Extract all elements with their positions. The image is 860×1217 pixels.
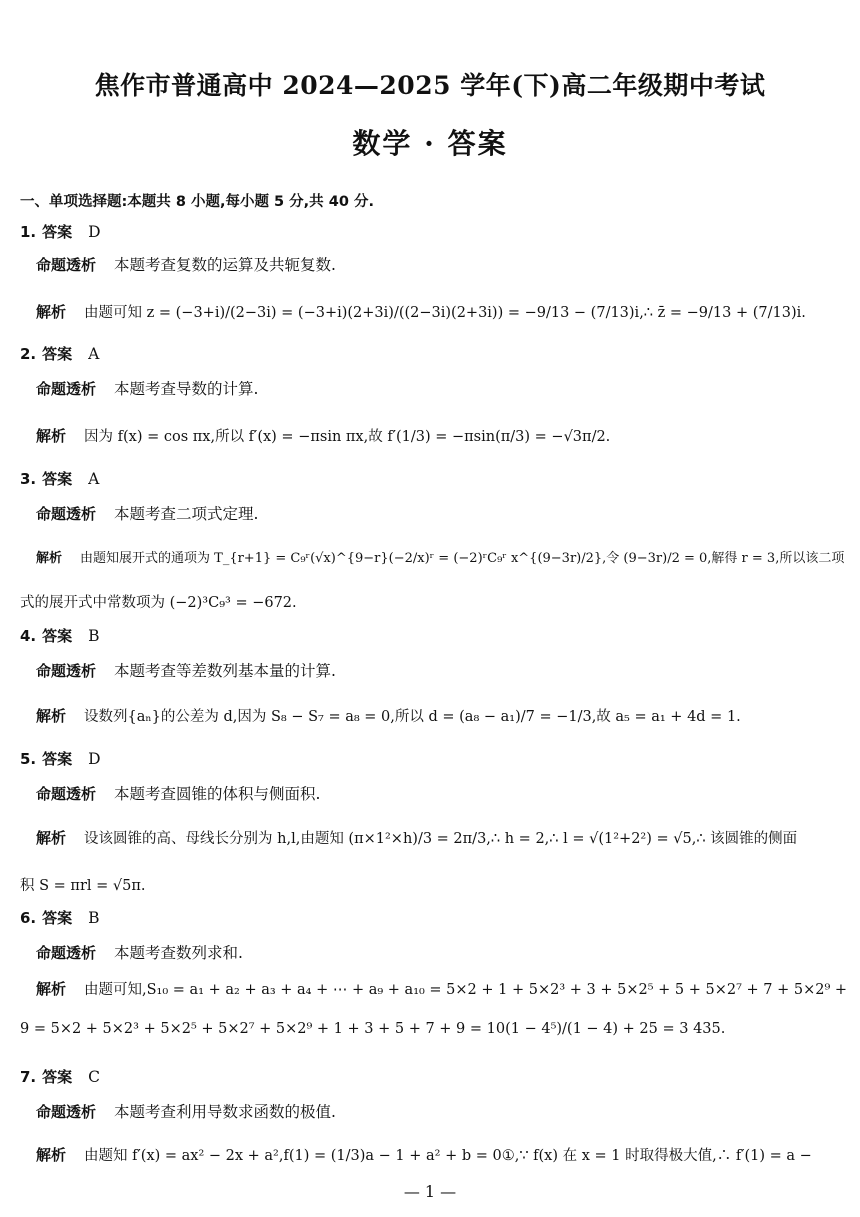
document-title: 焦作市普通高中 2024—2025 学年(下)高二年级期中考试 [94, 71, 766, 100]
question-header [20, 1066, 100, 1087]
solution-line [36, 547, 844, 566]
insight-label: 命题透析 [36, 785, 97, 803]
question-number: 2. [20, 345, 37, 363]
insight-text: 本题考查导数的计算. [114, 380, 259, 398]
answer-choice: D [88, 750, 101, 768]
solution-text: 设数列{aₙ}的公差为 d,因为 S₈ − S₇ = a₈ = 0,所以 d = (a₈ − a₁)/7 = −1/3,故 a₅ = a₁ + 4d = 1. [84, 709, 741, 725]
insight-label: 命题透析 [36, 256, 97, 274]
insight-label: 命题透析 [36, 944, 97, 962]
insight-text: 本题考查圆锥的体积与侧面积. [114, 785, 321, 803]
insight-label: 命题透析 [36, 662, 97, 680]
solution-label: 解析 [36, 829, 67, 847]
answer-choice: D [88, 223, 101, 241]
solution-label: 解析 [36, 707, 67, 725]
solution-text: 因为 f(x) = cos πx,所以 f′(x) = −πsin πx,故 f′(1/3) = −πsin(π/3) = −√3π/2. [84, 429, 611, 445]
solution-line [36, 827, 797, 848]
solution-text: 由题可知 z = (−3+i)/(2−3i) = (−3+i)(2+3i)/((2−3i)(2+3i)) = −9/13 − (7/13)i,∴ z̄ = −9/13 + (7/13)i. [84, 305, 806, 321]
insight-label: 命题透析 [36, 505, 97, 523]
question-number: 3. [20, 470, 37, 488]
solution-label: 解析 [36, 1146, 67, 1164]
answer-label: 答案 [42, 223, 73, 241]
solution-text: 由题知 f′(x) = ax² − 2x + a²,f(1) = (1/3)a − 1 + a² + b = 0①,∵ f(x) 在 x = 1 时取得极大值,∴ f′(1) = a − [84, 1148, 812, 1164]
insight-label: 命题透析 [36, 380, 97, 398]
solution-text: 9 = 5×2 + 5×2³ + 5×2⁵ + 5×2⁷ + 5×2⁹ + 1 + 3 + 5 + 7 + 9 = 10(1 − 4⁵)/(1 − 4) + 25 = 3 435. [20, 1021, 726, 1037]
solution-text: 由题可知,S₁₀ = a₁ + a₂ + a₃ + a₄ + ⋯ + a₉ + a₁₀ = 5×2 + 1 + 5×2³ + 3 + 5×2⁵ + 5 + 5×2⁷ + 7 + 5×2⁹ + [84, 982, 848, 998]
solution-line [36, 1144, 812, 1165]
insight-line [36, 253, 336, 275]
solution-label: 解析 [36, 427, 67, 445]
insight-line [36, 377, 258, 399]
insight-line [36, 782, 320, 804]
question-header [20, 625, 100, 646]
page-number: — 1 — [403, 1182, 457, 1201]
insight-label: 命题透析 [36, 1103, 97, 1121]
solution-line [36, 425, 610, 446]
answer-choice: C [88, 1068, 101, 1086]
insight-text: 本题考查数列求和. [114, 944, 243, 962]
answer-choice: A [88, 470, 100, 488]
solution-line [20, 591, 297, 612]
insight-text: 本题考查利用导数求函数的极值. [114, 1103, 336, 1121]
question-number: 6. [20, 909, 37, 927]
section-heading: 一、单项选择题:本题共 8 小题,每小题 5 分,共 40 分. [20, 194, 374, 210]
question-number: 5. [20, 750, 37, 768]
question-header [20, 221, 101, 242]
answer-label: 答案 [42, 750, 73, 768]
solution-line [36, 301, 806, 322]
solution-line [36, 978, 847, 999]
solution-label: 解析 [36, 980, 67, 998]
solution-text: 积 S = πrl = √5π. [20, 878, 146, 894]
solution-text: 设该圆锥的高、母线长分别为 h,l,由题知 (π×1²×h)/3 = 2π/3,∴ h = 2,∴ l = √(1²+2²) = √5,∴ 该圆锥的侧面 [84, 831, 798, 847]
question-number: 7. [20, 1068, 37, 1086]
answer-choice: A [88, 345, 100, 363]
answer-label: 答案 [42, 627, 73, 645]
solution-line [20, 1021, 725, 1037]
solution-line [36, 705, 741, 726]
insight-line [36, 1100, 336, 1122]
question-number: 1. [20, 223, 37, 241]
question-header [20, 468, 99, 489]
answer-label: 答案 [42, 345, 73, 363]
answer-label: 答案 [42, 1068, 73, 1086]
insight-line [36, 502, 258, 524]
question-header [20, 748, 101, 769]
answer-label: 答案 [42, 909, 73, 927]
insight-text: 本题考查复数的运算及共轭复数. [114, 256, 336, 274]
insight-line [36, 941, 243, 963]
document-subtitle: 数学 · 答案 [352, 127, 508, 160]
solution-text: 式的展开式中常数项为 (−2)³C₉³ = −672. [20, 595, 297, 611]
answer-choice: B [88, 909, 100, 927]
question-header [20, 343, 99, 364]
answer-label: 答案 [42, 470, 73, 488]
insight-text: 本题考查等差数列基本量的计算. [114, 662, 336, 680]
solution-text: 由题知展开式的通项为 T_{r+1} = C₉ʳ(√x)^{9−r}(−2/x)ʳ = (−2)ʳC₉ʳ x^{(9−3r)/2},令 (9−3r)/2 = 0,解得 r = 3,所以该二项 [80, 551, 845, 566]
insight-line [36, 659, 336, 681]
solution-label: 解析 [36, 551, 63, 566]
answer-choice: B [88, 627, 100, 645]
solution-label: 解析 [36, 303, 67, 321]
question-number: 4. [20, 627, 37, 645]
solution-line [20, 874, 145, 895]
question-header [20, 907, 100, 928]
insight-text: 本题考查二项式定理. [114, 505, 259, 523]
